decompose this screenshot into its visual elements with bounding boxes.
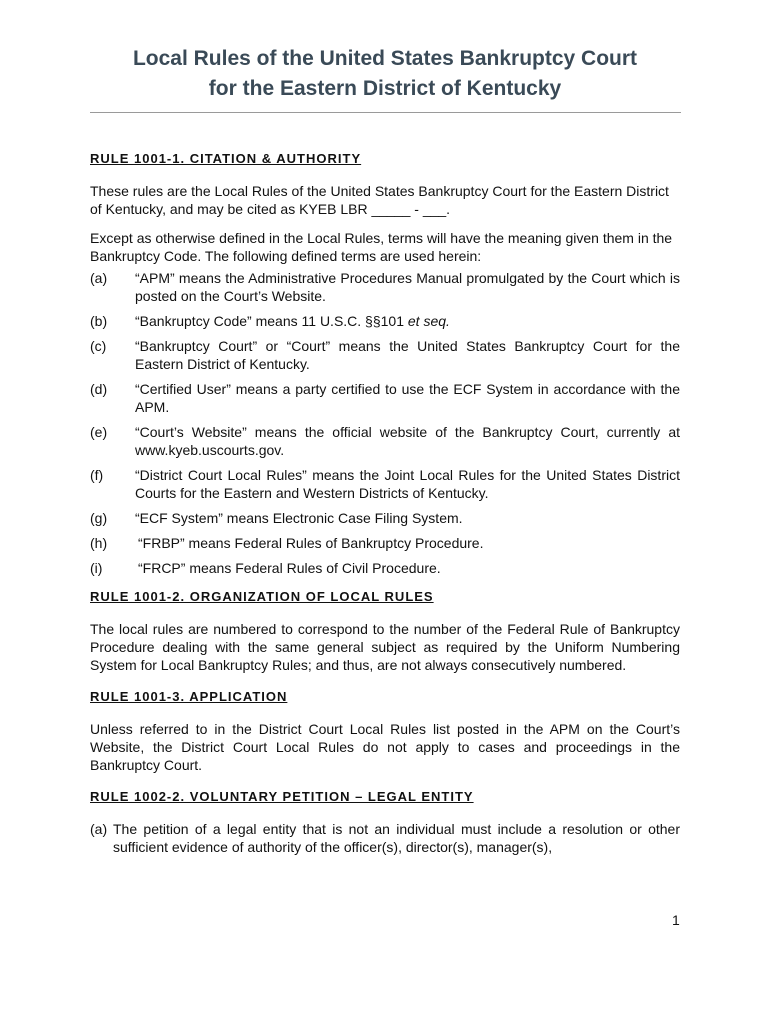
definition-text: “Bankruptcy Court” or “Court” means the United States Bankruptcy Court for the Eastern District of Kentucky. <box>135 338 680 372</box>
definition-label: (i) <box>90 560 103 576</box>
definition-text <box>135 312 680 330</box>
definition-item <box>90 423 680 459</box>
definition-text: “District Court Local Rules” means the Joint Local Rules for the United States District Courts for the Eastern and Western Districts of Kentucky. <box>135 467 680 501</box>
rule-1001-3-para: Unless referred to in the District Court Local Rules list posted in the APM on the Court’s Website, the District Court Local Rules do not apply to cases and proceedings in the Bankruptcy Court. <box>90 721 680 773</box>
definition-label: (a) <box>90 270 108 286</box>
definition-label: (c) <box>90 338 107 354</box>
definition-label: (g) <box>90 510 108 526</box>
definition-text: “Certified User” means a party certified to use the ECF System in accordance with the APM. <box>135 381 680 415</box>
rule-1001-1-para2: Except as otherwise defined in the Local Rules, terms will have the meaning given them in the Bankruptcy Code. The following defined terms are used herein: <box>90 230 673 264</box>
rule-1001-1-heading: RULE 1001-1. CITATION & AUTHORITY <box>90 151 362 166</box>
definition-label: (d) <box>90 381 108 397</box>
rule-1001-3-heading: RULE 1001-3. APPLICATION <box>90 689 288 704</box>
definition-label: (f) <box>90 467 104 483</box>
rule-1002-2-item-a <box>90 820 680 856</box>
definition-item <box>90 380 680 416</box>
item-text: The petition of a legal entity that is not an individual must include a resolution or other sufficient evidence of authority of the officer(s), director(s), manager(s), <box>113 821 680 855</box>
document-title <box>90 44 680 104</box>
rule-1001-2-para: The local rules are numbered to correspond to the number of the Federal Rule of Bankruptcy Procedure dealing with the same general subject as required by the Uniform Numbering System for Local Bankruptcy Rules; and thus, are not always consecutively numbered. <box>90 621 680 673</box>
definition-text: “Court’s Website” means the official website of the Bankruptcy Court, currently at www.kyeb.uscourts.gov. <box>135 424 680 458</box>
definition-label: (b) <box>90 313 108 329</box>
rule-1002-2-heading: RULE 1002-2. VOLUNTARY PETITION – LEGAL ENTITY <box>90 789 474 804</box>
item-label: (a) <box>90 821 108 837</box>
title-line-1: Local Rules of the United States Bankruptcy Court <box>132 47 638 70</box>
definition-text: “ECF System” means Electronic Case Filing System. <box>135 510 463 526</box>
title-line-2: for the Eastern District of Kentucky <box>208 77 562 100</box>
document-body <box>90 150 680 856</box>
rule-1001-2-heading: RULE 1001-2. ORGANIZATION OF LOCAL RULES <box>90 589 434 604</box>
definition-item <box>90 534 680 552</box>
definition-text-main: “Bankruptcy Code” means 11 U.S.C. §§101 <box>135 313 408 329</box>
definition-item <box>90 559 680 577</box>
definition-label: (e) <box>90 424 108 440</box>
definition-item <box>90 312 680 330</box>
page-number: 1 <box>672 912 680 928</box>
definition-item <box>90 466 680 502</box>
title-divider <box>90 112 681 113</box>
definition-item <box>90 337 680 373</box>
definition-item <box>90 269 680 305</box>
definition-text: “FRBP” means Federal Rules of Bankruptcy Procedure. <box>138 535 484 551</box>
rule-1001-1-para1: These rules are the Local Rules of the United States Bankruptcy Court for the Eastern District of Kentucky, and may be cited as KYEB LBR _____ - ___. <box>90 183 669 217</box>
definition-item <box>90 509 680 527</box>
definition-text: “FRCP” means Federal Rules of Civil Procedure. <box>138 560 441 576</box>
definition-text-italic: et seq. <box>407 313 450 329</box>
definition-label: (h) <box>90 535 108 551</box>
definition-text: “APM” means the Administrative Procedures Manual promulgated by the Court which is posted on the Court’s Website. <box>135 270 680 304</box>
